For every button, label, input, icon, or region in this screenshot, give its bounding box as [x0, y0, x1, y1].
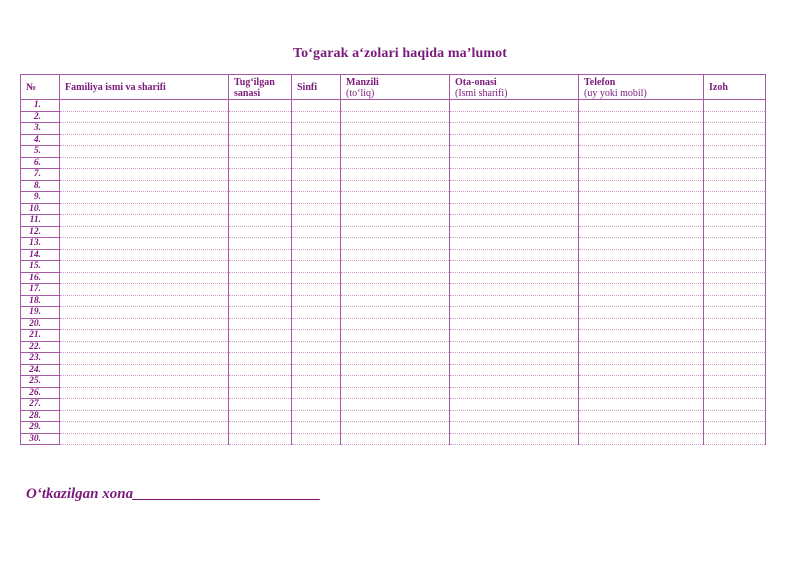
full-name-cell[interactable] — [60, 111, 229, 123]
birth-date-cell[interactable] — [229, 272, 292, 284]
parents-cell[interactable] — [450, 318, 579, 330]
full-name-cell[interactable] — [60, 169, 229, 181]
notes-cell[interactable] — [704, 330, 766, 342]
notes-cell[interactable] — [704, 387, 766, 399]
notes-cell[interactable] — [704, 100, 766, 112]
class-cell[interactable] — [292, 146, 341, 158]
phone-cell[interactable] — [579, 341, 704, 353]
notes-cell[interactable] — [704, 376, 766, 388]
birth-date-cell[interactable] — [229, 318, 292, 330]
full-name-cell[interactable] — [60, 157, 229, 169]
address-cell[interactable] — [341, 410, 450, 422]
row-number: 30. — [21, 433, 60, 445]
parents-cell[interactable] — [450, 364, 579, 376]
notes-cell[interactable] — [704, 410, 766, 422]
notes-cell[interactable] — [704, 422, 766, 434]
phone-cell[interactable] — [579, 353, 704, 365]
phone-cell[interactable] — [579, 261, 704, 273]
parents-cell[interactable] — [450, 341, 579, 353]
class-cell[interactable] — [292, 249, 341, 261]
full-name-cell[interactable] — [60, 387, 229, 399]
phone-cell[interactable] — [579, 433, 704, 445]
parents-cell[interactable] — [450, 433, 579, 445]
table-row — [21, 111, 766, 123]
page-title: To‘garak a‘zolari haqida ma’lumot — [293, 46, 507, 61]
birth-date-cell[interactable] — [229, 123, 292, 135]
address-cell[interactable] — [341, 330, 450, 342]
table-row — [21, 192, 766, 204]
table-row — [21, 226, 766, 238]
address-cell[interactable] — [341, 215, 450, 227]
notes-cell[interactable] — [704, 353, 766, 365]
address-cell[interactable] — [341, 169, 450, 181]
phone-cell[interactable] — [579, 295, 704, 307]
phone-cell[interactable] — [579, 422, 704, 434]
birth-date-cell[interactable] — [229, 341, 292, 353]
notes-cell[interactable] — [704, 364, 766, 376]
parents-cell[interactable] — [450, 330, 579, 342]
table-row — [21, 180, 766, 192]
class-cell[interactable] — [292, 341, 341, 353]
class-cell[interactable] — [292, 376, 341, 388]
row-number: 15. — [21, 261, 60, 273]
parents-cell[interactable] — [450, 123, 579, 135]
full-name-cell[interactable] — [60, 249, 229, 261]
table-row — [21, 134, 766, 146]
class-cell[interactable] — [292, 134, 341, 146]
row-number: 8. — [21, 180, 60, 192]
notes-cell[interactable] — [704, 157, 766, 169]
birth-date-cell[interactable] — [229, 376, 292, 388]
class-cell[interactable] — [292, 123, 341, 135]
row-number: 10. — [21, 203, 60, 215]
parents-cell[interactable] — [450, 422, 579, 434]
address-cell[interactable] — [341, 146, 450, 158]
row-number: 13. — [21, 238, 60, 250]
full-name-cell[interactable] — [60, 203, 229, 215]
address-cell[interactable] — [341, 157, 450, 169]
birth-date-cell[interactable] — [229, 353, 292, 365]
address-cell[interactable] — [341, 284, 450, 296]
full-name-cell[interactable] — [60, 215, 229, 227]
full-name-cell[interactable] — [60, 307, 229, 319]
class-cell[interactable] — [292, 180, 341, 192]
header-address: Manzili (to‘liq) — [341, 75, 450, 100]
row-number: 2. — [21, 111, 60, 123]
row-number: 19. — [21, 307, 60, 319]
address-cell[interactable] — [341, 422, 450, 434]
parents-cell[interactable] — [450, 134, 579, 146]
class-cell[interactable] — [292, 261, 341, 273]
notes-cell[interactable] — [704, 295, 766, 307]
class-cell[interactable] — [292, 433, 341, 445]
full-name-cell[interactable] — [60, 123, 229, 135]
header-parents: Ota-onasi (Ismi sharifi) — [450, 75, 579, 100]
address-cell[interactable] — [341, 180, 450, 192]
full-name-cell[interactable] — [60, 353, 229, 365]
address-cell[interactable] — [341, 134, 450, 146]
parents-cell[interactable] — [450, 180, 579, 192]
class-cell[interactable] — [292, 422, 341, 434]
class-cell[interactable] — [292, 295, 341, 307]
birth-date-cell[interactable] — [229, 249, 292, 261]
parents-cell[interactable] — [450, 307, 579, 319]
birth-date-cell[interactable] — [229, 169, 292, 181]
phone-cell[interactable] — [579, 399, 704, 411]
phone-cell[interactable] — [579, 284, 704, 296]
parents-cell[interactable] — [450, 376, 579, 388]
row-number: 24. — [21, 364, 60, 376]
address-cell[interactable] — [341, 318, 450, 330]
full-name-cell[interactable] — [60, 261, 229, 273]
full-name-cell[interactable] — [60, 100, 229, 112]
row-number: 18. — [21, 295, 60, 307]
class-cell[interactable] — [292, 399, 341, 411]
parents-cell[interactable] — [450, 226, 579, 238]
phone-cell[interactable] — [579, 410, 704, 422]
row-number: 5. — [21, 146, 60, 158]
row-number: 1. — [21, 100, 60, 112]
phone-cell[interactable] — [579, 134, 704, 146]
birth-date-cell[interactable] — [229, 307, 292, 319]
birth-date-cell[interactable] — [229, 192, 292, 204]
table-row — [21, 376, 766, 388]
address-cell[interactable] — [341, 272, 450, 284]
table-row — [21, 318, 766, 330]
birth-date-cell[interactable] — [229, 410, 292, 422]
phone-cell[interactable] — [579, 203, 704, 215]
parents-cell[interactable] — [450, 387, 579, 399]
phone-cell[interactable] — [579, 226, 704, 238]
address-cell[interactable] — [341, 376, 450, 388]
full-name-cell[interactable] — [60, 146, 229, 158]
row-number: 11. — [21, 215, 60, 227]
class-cell[interactable] — [292, 307, 341, 319]
class-cell[interactable] — [292, 410, 341, 422]
phone-cell[interactable] — [579, 330, 704, 342]
class-cell[interactable] — [292, 215, 341, 227]
parents-cell[interactable] — [450, 249, 579, 261]
address-cell[interactable] — [341, 399, 450, 411]
birth-date-cell[interactable] — [229, 399, 292, 411]
table-row — [21, 249, 766, 261]
class-cell[interactable] — [292, 330, 341, 342]
address-cell[interactable] — [341, 249, 450, 261]
class-cell[interactable] — [292, 157, 341, 169]
row-number: 29. — [21, 422, 60, 434]
class-cell[interactable] — [292, 203, 341, 215]
phone-cell[interactable] — [579, 100, 704, 112]
birth-date-cell[interactable] — [229, 111, 292, 123]
full-name-cell[interactable] — [60, 341, 229, 353]
address-cell[interactable] — [341, 433, 450, 445]
table-row — [21, 364, 766, 376]
header-class: Sinfi — [292, 75, 341, 100]
notes-cell[interactable] — [704, 134, 766, 146]
row-number: 27. — [21, 399, 60, 411]
address-cell[interactable] — [341, 364, 450, 376]
table-row — [21, 157, 766, 169]
notes-cell[interactable] — [704, 433, 766, 445]
birth-date-cell[interactable] — [229, 364, 292, 376]
birth-date-cell[interactable] — [229, 180, 292, 192]
header-number: № — [21, 75, 60, 100]
class-cell[interactable] — [292, 169, 341, 181]
header-notes: Izoh — [704, 75, 766, 100]
full-name-cell[interactable] — [60, 376, 229, 388]
row-number: 22. — [21, 341, 60, 353]
address-cell[interactable] — [341, 341, 450, 353]
notes-cell[interactable] — [704, 192, 766, 204]
parents-cell[interactable] — [450, 157, 579, 169]
full-name-cell[interactable] — [60, 284, 229, 296]
header-full-name: Familiya ismi va sharifi — [60, 75, 229, 100]
address-cell[interactable] — [341, 307, 450, 319]
row-number: 14. — [21, 249, 60, 261]
birth-date-cell[interactable] — [229, 146, 292, 158]
phone-cell[interactable] — [579, 123, 704, 135]
full-name-cell[interactable] — [60, 422, 229, 434]
room-label: O‘tkazilgan xona_________________________ — [26, 486, 321, 502]
parents-cell[interactable] — [450, 295, 579, 307]
phone-cell[interactable] — [579, 169, 704, 181]
phone-cell[interactable] — [579, 307, 704, 319]
row-number: 20. — [21, 318, 60, 330]
notes-cell[interactable] — [704, 249, 766, 261]
class-cell[interactable] — [292, 100, 341, 112]
members-table — [20, 74, 766, 445]
class-cell[interactable] — [292, 364, 341, 376]
row-number: 16. — [21, 272, 60, 284]
notes-cell[interactable] — [704, 272, 766, 284]
parents-cell[interactable] — [450, 169, 579, 181]
birth-date-cell[interactable] — [229, 134, 292, 146]
notes-cell[interactable] — [704, 146, 766, 158]
notes-cell[interactable] — [704, 238, 766, 250]
notes-cell[interactable] — [704, 341, 766, 353]
birth-date-cell[interactable] — [229, 238, 292, 250]
full-name-cell[interactable] — [60, 330, 229, 342]
class-cell[interactable] — [292, 272, 341, 284]
table-row — [21, 100, 766, 112]
table-row — [21, 272, 766, 284]
address-cell[interactable] — [341, 238, 450, 250]
birth-date-cell[interactable] — [229, 100, 292, 112]
address-cell[interactable] — [341, 203, 450, 215]
table-row — [21, 307, 766, 319]
phone-cell[interactable] — [579, 238, 704, 250]
notes-cell[interactable] — [704, 284, 766, 296]
table-row — [21, 123, 766, 135]
phone-cell[interactable] — [579, 376, 704, 388]
birth-date-cell[interactable] — [229, 203, 292, 215]
phone-cell[interactable] — [579, 364, 704, 376]
table-row — [21, 295, 766, 307]
birth-date-cell[interactable] — [229, 226, 292, 238]
table-row — [21, 353, 766, 365]
full-name-cell[interactable] — [60, 433, 229, 445]
full-name-cell[interactable] — [60, 272, 229, 284]
phone-cell[interactable] — [579, 157, 704, 169]
table-row — [21, 203, 766, 215]
row-number: 3. — [21, 123, 60, 135]
full-name-cell[interactable] — [60, 364, 229, 376]
parents-cell[interactable] — [450, 261, 579, 273]
parents-cell[interactable] — [450, 399, 579, 411]
notes-cell[interactable] — [704, 180, 766, 192]
table-row — [21, 341, 766, 353]
birth-date-cell[interactable] — [229, 261, 292, 273]
row-number: 21. — [21, 330, 60, 342]
notes-cell[interactable] — [704, 399, 766, 411]
row-number: 7. — [21, 169, 60, 181]
table-row — [21, 387, 766, 399]
class-cell[interactable] — [292, 284, 341, 296]
phone-cell[interactable] — [579, 272, 704, 284]
table-header-row — [21, 75, 766, 100]
phone-cell[interactable] — [579, 192, 704, 204]
header-phone: Telefon (uy yoki mobil) — [579, 75, 704, 100]
full-name-cell[interactable] — [60, 318, 229, 330]
parents-cell[interactable] — [450, 353, 579, 365]
birth-date-cell[interactable] — [229, 215, 292, 227]
notes-cell[interactable] — [704, 111, 766, 123]
full-name-cell[interactable] — [60, 192, 229, 204]
table-row — [21, 284, 766, 296]
address-cell[interactable] — [341, 226, 450, 238]
table-row — [21, 215, 766, 227]
birth-date-cell[interactable] — [229, 422, 292, 434]
address-cell[interactable] — [341, 123, 450, 135]
table-row — [21, 399, 766, 411]
notes-cell[interactable] — [704, 307, 766, 319]
birth-date-cell[interactable] — [229, 284, 292, 296]
parents-cell[interactable] — [450, 238, 579, 250]
class-cell[interactable] — [292, 226, 341, 238]
address-cell[interactable] — [341, 295, 450, 307]
phone-cell[interactable] — [579, 111, 704, 123]
phone-cell[interactable] — [579, 180, 704, 192]
row-number: 4. — [21, 134, 60, 146]
table-row — [21, 433, 766, 445]
header-birth-date: Tug‘ilgan sanasi — [229, 75, 292, 100]
row-number: 17. — [21, 284, 60, 296]
phone-cell[interactable] — [579, 318, 704, 330]
row-number: 26. — [21, 387, 60, 399]
full-name-cell[interactable] — [60, 399, 229, 411]
address-cell[interactable] — [341, 353, 450, 365]
class-cell[interactable] — [292, 111, 341, 123]
full-name-cell[interactable] — [60, 180, 229, 192]
full-name-cell[interactable] — [60, 410, 229, 422]
birth-date-cell[interactable] — [229, 157, 292, 169]
class-cell[interactable] — [292, 192, 341, 204]
class-cell[interactable] — [292, 353, 341, 365]
parents-cell[interactable] — [450, 272, 579, 284]
parents-cell[interactable] — [450, 146, 579, 158]
notes-cell[interactable] — [704, 261, 766, 273]
parents-cell[interactable] — [450, 192, 579, 204]
table-row — [21, 422, 766, 434]
table-row — [21, 330, 766, 342]
table-row — [21, 169, 766, 181]
birth-date-cell[interactable] — [229, 387, 292, 399]
full-name-cell[interactable] — [60, 295, 229, 307]
class-cell[interactable] — [292, 318, 341, 330]
notes-cell[interactable] — [704, 226, 766, 238]
parents-cell[interactable] — [450, 215, 579, 227]
class-cell[interactable] — [292, 387, 341, 399]
birth-date-cell[interactable] — [229, 295, 292, 307]
phone-cell[interactable] — [579, 387, 704, 399]
row-number: 6. — [21, 157, 60, 169]
table-row — [21, 261, 766, 273]
address-cell[interactable] — [341, 192, 450, 204]
birth-date-cell[interactable] — [229, 433, 292, 445]
row-number: 23. — [21, 353, 60, 365]
parents-cell[interactable] — [450, 410, 579, 422]
notes-cell[interactable] — [704, 215, 766, 227]
row-number: 25. — [21, 376, 60, 388]
notes-cell[interactable] — [704, 318, 766, 330]
phone-cell[interactable] — [579, 249, 704, 261]
notes-cell[interactable] — [704, 169, 766, 181]
notes-cell[interactable] — [704, 203, 766, 215]
notes-cell[interactable] — [704, 123, 766, 135]
row-number: 9. — [21, 192, 60, 204]
table-body — [21, 100, 766, 445]
full-name-cell[interactable] — [60, 134, 229, 146]
class-cell[interactable] — [292, 238, 341, 250]
table-row — [21, 146, 766, 158]
parents-cell[interactable] — [450, 111, 579, 123]
phone-cell[interactable] — [579, 215, 704, 227]
full-name-cell[interactable] — [60, 226, 229, 238]
address-cell[interactable] — [341, 261, 450, 273]
birth-date-cell[interactable] — [229, 330, 292, 342]
full-name-cell[interactable] — [60, 238, 229, 250]
parents-cell[interactable] — [450, 203, 579, 215]
row-number: 12. — [21, 226, 60, 238]
row-number: 28. — [21, 410, 60, 422]
parents-cell[interactable] — [450, 100, 579, 112]
address-cell[interactable] — [341, 387, 450, 399]
table-row — [21, 410, 766, 422]
table-row — [21, 238, 766, 250]
parents-cell[interactable] — [450, 284, 579, 296]
phone-cell[interactable] — [579, 146, 704, 158]
address-cell[interactable] — [341, 100, 450, 112]
address-cell[interactable] — [341, 111, 450, 123]
